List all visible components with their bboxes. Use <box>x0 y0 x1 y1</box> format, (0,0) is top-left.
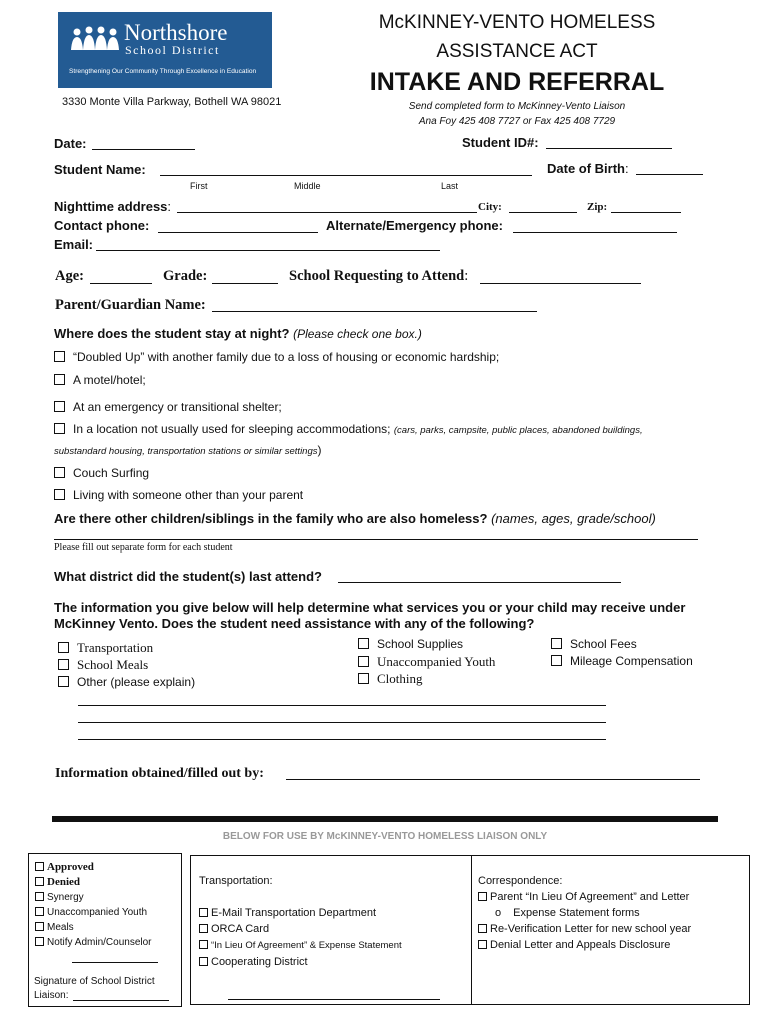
status-synergy[interactable] <box>35 892 84 903</box>
stay-option-other-than-parent[interactable] <box>54 488 303 502</box>
signature-label-line1: Signature of School District <box>34 976 155 987</box>
service-transportation[interactable] <box>58 640 153 656</box>
corr-reverification[interactable] <box>478 923 691 935</box>
service-school-fees[interactable] <box>551 637 637 651</box>
corr-expense-statement[interactable] <box>495 907 640 919</box>
service-label: Transportation <box>77 640 154 655</box>
corr-label: Expense Statement forms <box>513 907 640 919</box>
logo-tagline: Strengthening Our Community Through Excellence in Education <box>69 68 257 75</box>
email-field[interactable] <box>96 250 440 251</box>
stay-option-doubled-up[interactable] <box>54 350 499 364</box>
transport-signature-line[interactable] <box>228 999 440 1000</box>
date-field[interactable] <box>92 149 195 150</box>
stay-option-label: “Doubled Up” with another family due to a loss of housing or economic hardship; <box>73 350 500 364</box>
liaison-column-divider <box>471 855 472 1005</box>
student-name-label: Student Name: <box>54 162 146 177</box>
services-intro-line1: The information you give below will help determine what services you or your child may receive under <box>54 600 686 615</box>
stay-option-note2-text: substandard housing, transportation stations or similar settings <box>54 446 318 457</box>
checkbox[interactable] <box>35 862 44 871</box>
send-line2: Ana Foy 425 408 7727 or Fax 425 408 7729 <box>418 116 616 127</box>
checkbox[interactable] <box>54 423 65 434</box>
nighttime-address-label <box>54 199 171 214</box>
contact-phone-label: Contact phone: <box>54 218 150 233</box>
service-label: School Fees <box>570 637 637 651</box>
checkbox[interactable] <box>54 401 65 412</box>
stay-option-note-close: ) <box>317 443 322 457</box>
service-label: Mileage Compensation <box>570 654 693 668</box>
liaison-heading: BELOW FOR USE BY McKINNEY-VENTO HOMELESS LIAISON ONLY <box>222 831 548 842</box>
service-label: Unaccompanied Youth <box>377 654 496 669</box>
dob-colon: : <box>625 161 629 176</box>
corr-parent-agreement[interactable] <box>478 891 689 903</box>
city-field[interactable] <box>509 212 577 213</box>
service-label: Clothing <box>377 671 423 686</box>
section-divider <box>52 816 718 822</box>
checkbox[interactable] <box>35 877 44 886</box>
transport-label: Cooperating District <box>211 956 308 968</box>
status-approved[interactable] <box>35 861 94 873</box>
checkbox[interactable] <box>58 659 69 670</box>
transport-label: “In Lieu Of Agreement” & Expense Statement <box>211 940 402 951</box>
service-clothing[interactable] <box>358 671 423 687</box>
stay-hint: (Please check one box.) <box>293 327 422 341</box>
checkbox[interactable] <box>478 924 487 933</box>
parent-field[interactable] <box>212 311 537 312</box>
checkbox[interactable] <box>58 676 69 687</box>
transport-email[interactable] <box>199 907 376 919</box>
zip-field[interactable] <box>611 212 681 213</box>
stay-option-label: Couch Surfing <box>73 466 150 480</box>
correspondence-title: Correspondence: <box>478 875 563 887</box>
stay-option-note: (cars, parks, campsite, public places, abandoned buildings, <box>393 425 643 436</box>
checkbox[interactable] <box>58 642 69 653</box>
siblings-question <box>54 511 656 526</box>
school-request-field[interactable] <box>480 283 641 284</box>
checkbox[interactable] <box>54 489 65 500</box>
status-label: Unaccompanied Youth <box>47 907 148 918</box>
checkbox[interactable] <box>54 374 65 385</box>
explain-line-2[interactable] <box>78 722 606 723</box>
last-caption: Last <box>441 181 459 191</box>
first-caption: First <box>190 181 208 191</box>
explain-line-3[interactable] <box>78 739 606 740</box>
transport-cooperating[interactable] <box>199 956 308 968</box>
service-mileage[interactable] <box>551 654 693 668</box>
student-id-label: Student ID#: <box>462 135 539 150</box>
service-other[interactable] <box>58 675 195 689</box>
status-meals[interactable] <box>35 922 74 933</box>
date-label: Date: <box>54 136 87 151</box>
city-label: City: <box>478 201 502 213</box>
siblings-hint: (names, ages, grade/school) <box>491 511 656 526</box>
service-label: School Supplies <box>377 637 464 651</box>
obtained-label: Information obtained/filled out by: <box>55 766 264 781</box>
service-label: Other (please explain) <box>77 675 196 689</box>
transportation-title: Transportation: <box>199 875 273 887</box>
checkbox[interactable] <box>551 638 562 649</box>
email-label: Email: <box>54 237 94 252</box>
stay-option-unusual-location[interactable] <box>54 422 643 436</box>
stay-option-label: A motel/hotel; <box>73 373 146 387</box>
status-label: Denied <box>47 876 80 888</box>
bullet-icon: o <box>495 907 502 919</box>
school-request-text: School Requesting to Attend <box>289 268 465 284</box>
obtained-field[interactable] <box>286 779 700 780</box>
form-title: INTAKE AND REFERRAL <box>369 68 665 96</box>
age-label: Age: <box>55 268 84 284</box>
checkbox[interactable] <box>35 922 44 931</box>
district-address: 3330 Monte Villa Parkway, Bothell WA 98021 <box>62 96 282 108</box>
checkbox[interactable] <box>199 940 208 949</box>
status-label: Notify Admin/Counselor <box>47 937 152 948</box>
checkbox[interactable] <box>54 467 65 478</box>
age-field[interactable] <box>90 283 152 284</box>
district-logo <box>58 12 272 88</box>
corr-label: Re-Verification Letter for new school year <box>490 923 692 935</box>
stay-option-couch-surfing[interactable] <box>54 466 149 480</box>
transport-lieu-agreement[interactable] <box>199 940 402 951</box>
school-request-label <box>289 268 468 285</box>
status-label: Meals <box>47 922 74 933</box>
student-name-field[interactable] <box>160 175 532 176</box>
checkbox[interactable] <box>358 673 369 684</box>
grade-field[interactable] <box>212 283 278 284</box>
stay-option-label: In a location not usually used for sleeping accommodations; <box>73 422 391 436</box>
alt-phone-field[interactable] <box>513 232 677 233</box>
people-icon <box>70 26 120 52</box>
district-question: What district did the student(s) last attend? <box>54 569 322 584</box>
status-denied[interactable] <box>35 876 80 888</box>
checkbox[interactable] <box>199 957 208 966</box>
nighttime-text: Nighttime address <box>54 199 168 214</box>
nighttime-address-field[interactable] <box>177 212 477 213</box>
service-school-meals[interactable] <box>58 657 148 673</box>
stay-option-shelter[interactable] <box>54 400 282 414</box>
checkbox[interactable] <box>35 937 44 946</box>
district-field[interactable] <box>338 582 621 583</box>
signature-label-line2: Liaison: <box>34 990 69 1001</box>
checkbox[interactable] <box>478 892 487 901</box>
grade-label: Grade: <box>163 268 208 284</box>
middle-caption: Middle <box>294 181 321 191</box>
status-unaccompanied-youth[interactable] <box>35 907 147 918</box>
transport-orca[interactable] <box>199 923 269 935</box>
transport-label: ORCA Card <box>211 923 270 935</box>
checkbox[interactable] <box>35 907 44 916</box>
stay-option-motel[interactable] <box>54 373 146 387</box>
logo-district: School District <box>125 43 220 57</box>
stay-option-label: Living with someone other than your parent <box>73 488 304 502</box>
status-blank-line[interactable] <box>72 962 158 963</box>
explain-line-1[interactable] <box>78 705 606 706</box>
stay-question-text: Where does the student stay at night? <box>54 326 290 341</box>
student-id-field[interactable] <box>546 148 672 149</box>
status-label: Approved <box>47 861 94 873</box>
signature-field[interactable] <box>73 1000 169 1001</box>
alt-phone-label: Alternate/Emergency phone: <box>326 218 503 233</box>
zip-label: Zip: <box>587 201 608 213</box>
service-school-supplies[interactable] <box>358 637 463 651</box>
corr-denial[interactable] <box>478 939 670 951</box>
checkbox[interactable] <box>358 638 369 649</box>
service-unaccompanied-youth[interactable] <box>358 654 495 670</box>
logo-name: Northshore <box>124 20 228 45</box>
contact-phone-field[interactable] <box>158 232 318 233</box>
service-label: School Meals <box>77 657 149 672</box>
stay-question <box>54 326 422 341</box>
checkbox[interactable] <box>358 656 369 667</box>
dob-field[interactable] <box>636 174 703 175</box>
checkbox[interactable] <box>35 892 44 901</box>
parent-label: Parent/Guardian Name: <box>55 297 206 313</box>
checkbox[interactable] <box>551 655 562 666</box>
siblings-note: Please fill out separate form for each student <box>54 542 233 553</box>
title-line2: ASSISTANCE ACT <box>436 41 598 62</box>
status-label: Synergy <box>47 892 84 903</box>
school-request-colon: : <box>464 268 469 284</box>
checkbox[interactable] <box>54 351 65 362</box>
checkbox[interactable] <box>478 940 487 949</box>
corr-label: Denial Letter and Appeals Disclosure <box>490 939 671 951</box>
dob-label <box>547 161 629 176</box>
siblings-question-text: Are there other children/siblings in the family who are also homeless? <box>54 511 488 526</box>
status-notify-admin[interactable] <box>35 937 152 948</box>
checkbox[interactable] <box>199 924 208 933</box>
transport-label: E-Mail Transportation Department <box>211 907 377 919</box>
title-line1: McKINNEY-VENTO HOMELESS <box>378 12 656 33</box>
corr-label: Parent “In Lieu Of Agreement” and Letter <box>490 891 690 903</box>
dob-text: Date of Birth <box>547 161 625 176</box>
services-intro-line2: McKinney Vento. Does the student need assistance with any of the following? <box>54 616 535 631</box>
siblings-field[interactable] <box>54 539 698 540</box>
checkbox[interactable] <box>199 908 208 917</box>
stay-option-label: At an emergency or transitional shelter; <box>73 400 282 414</box>
send-line1: Send completed form to McKinney-Vento Liaison <box>408 101 626 112</box>
nighttime-colon: : <box>167 199 172 214</box>
stay-option-note-line2 <box>54 443 322 457</box>
